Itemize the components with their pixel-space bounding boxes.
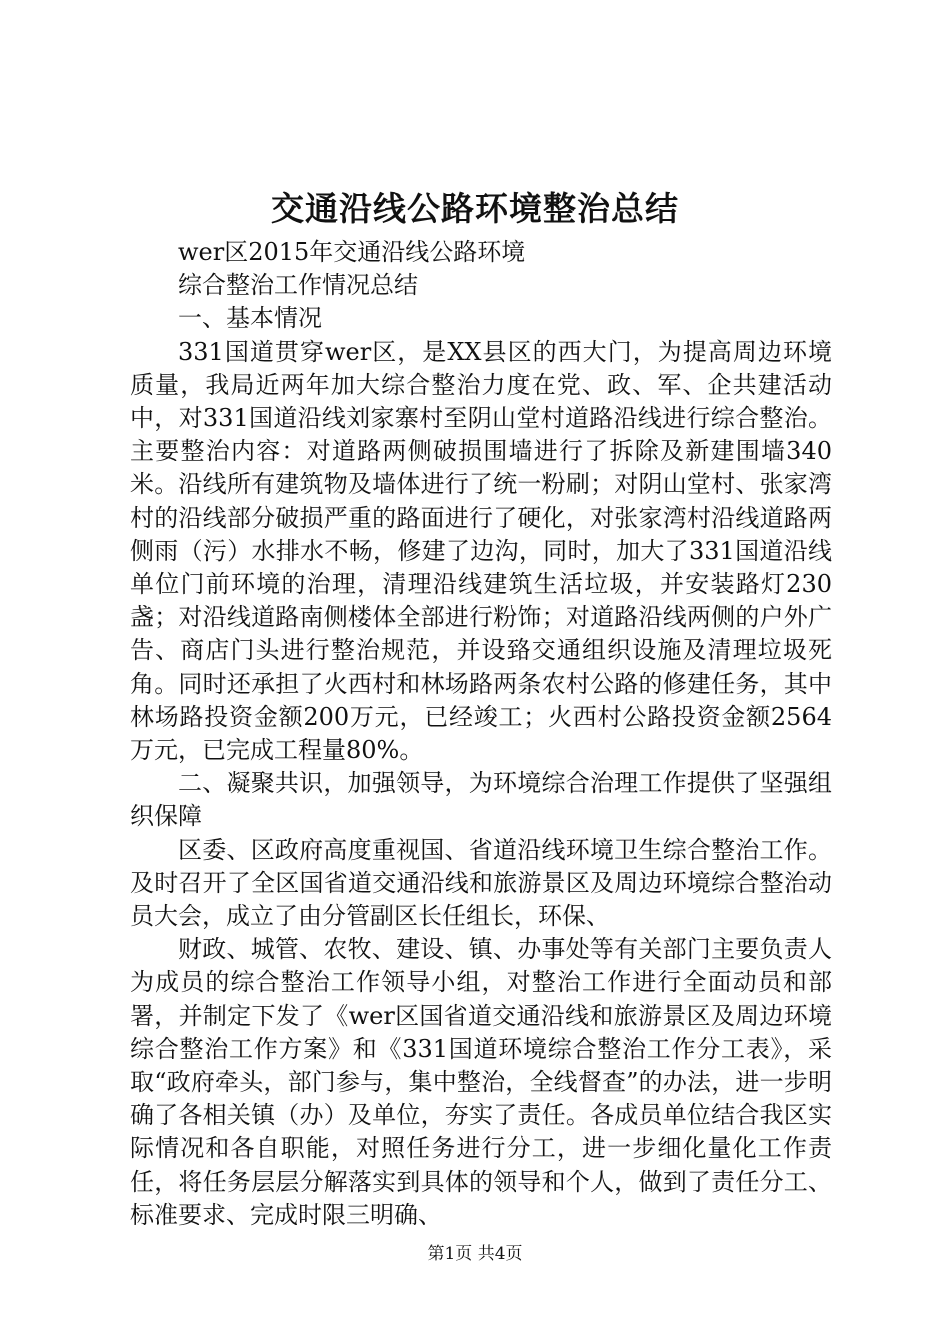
body-paragraph: 财政、城管、农牧、建设、镇、办事处等有关部门主要负责人为成员的综合整治工作领导小组，对整治工作进行全面动员和部署，并制定下发了《wer区国省道交通沿线和旅游景区及周边环境综合整治工作方案》和《331国道环境综合整治工作分工表》，采取“政府牵头，部门参与，集中整治，全线督查”的办法，进一步明确了各相关镇（办）及单位，夯实了责任。各成员单位结合我区实际情况和各自职能，对照任务进行分工，进一步细化量化工作责任，将任务层层分解落实到具体的领导和个人，做到了责任分工、标准要求、完成时限三明确、 xyxy=(130,935,832,1229)
section-heading-2: 二、凝聚共识，加强领导，为环境综合治理工作提供了坚强组织保障 xyxy=(130,769,832,831)
page-number-footer: 第1页 共4页 xyxy=(427,1244,523,1264)
document-body xyxy=(130,236,832,1232)
section-heading-1: 一、基本情况 xyxy=(178,304,322,333)
subtitle-line-2: 综合整治工作情况总结 xyxy=(178,271,418,300)
body-paragraph: 区委、区政府高度重视国、省道沿线环境卫生综合整治工作。及时召开了全区国省道交通沿线和旅游景区及周边环境综合整治动员大会，成立了由分管副区长任组长，环保、 xyxy=(130,835,832,931)
subtitle-line-1: wer区2015年交通沿线公路环境 xyxy=(178,238,526,266)
document-title: 交通沿线公路环境整治总结 xyxy=(271,189,679,228)
body-paragraph: 331国道贯穿wer区，是XX县区的西大门，为提高周边环境质量，我局近两年加大综合整治力度在党、政、军、企共建活动中，对331国道沿线刘家寨村至阴山堂村道路沿线进行综合整治。主要整治内容：对道路两侧破损围墙进行了拆除及新建围墙340米。沿线所有建筑物及墙体进行了统一粉刷；对阴山堂村、张家湾村的沿线部分破损严重的路面进行了硬化，对张家湾村沿线道路两侧雨（污）水排水不畅，修建了边沟，同时，加大了331国道沿线单位门前环境的治理，清理沿线建筑生活垃圾，并安装路灯230盏；对沿线道路南侧楼体全部进行粉饰；对道路沿线两侧的户外广告、商店门头进行整治规范，并设臵交通组织设施及清理垃圾死角。同时还承担了火西村和林场路两条农村公路的修建任务，其中林场路投资金额200万元，已经竣工；火西村公路投资金额2564万元，已完成工程量80%。 xyxy=(130,337,832,765)
